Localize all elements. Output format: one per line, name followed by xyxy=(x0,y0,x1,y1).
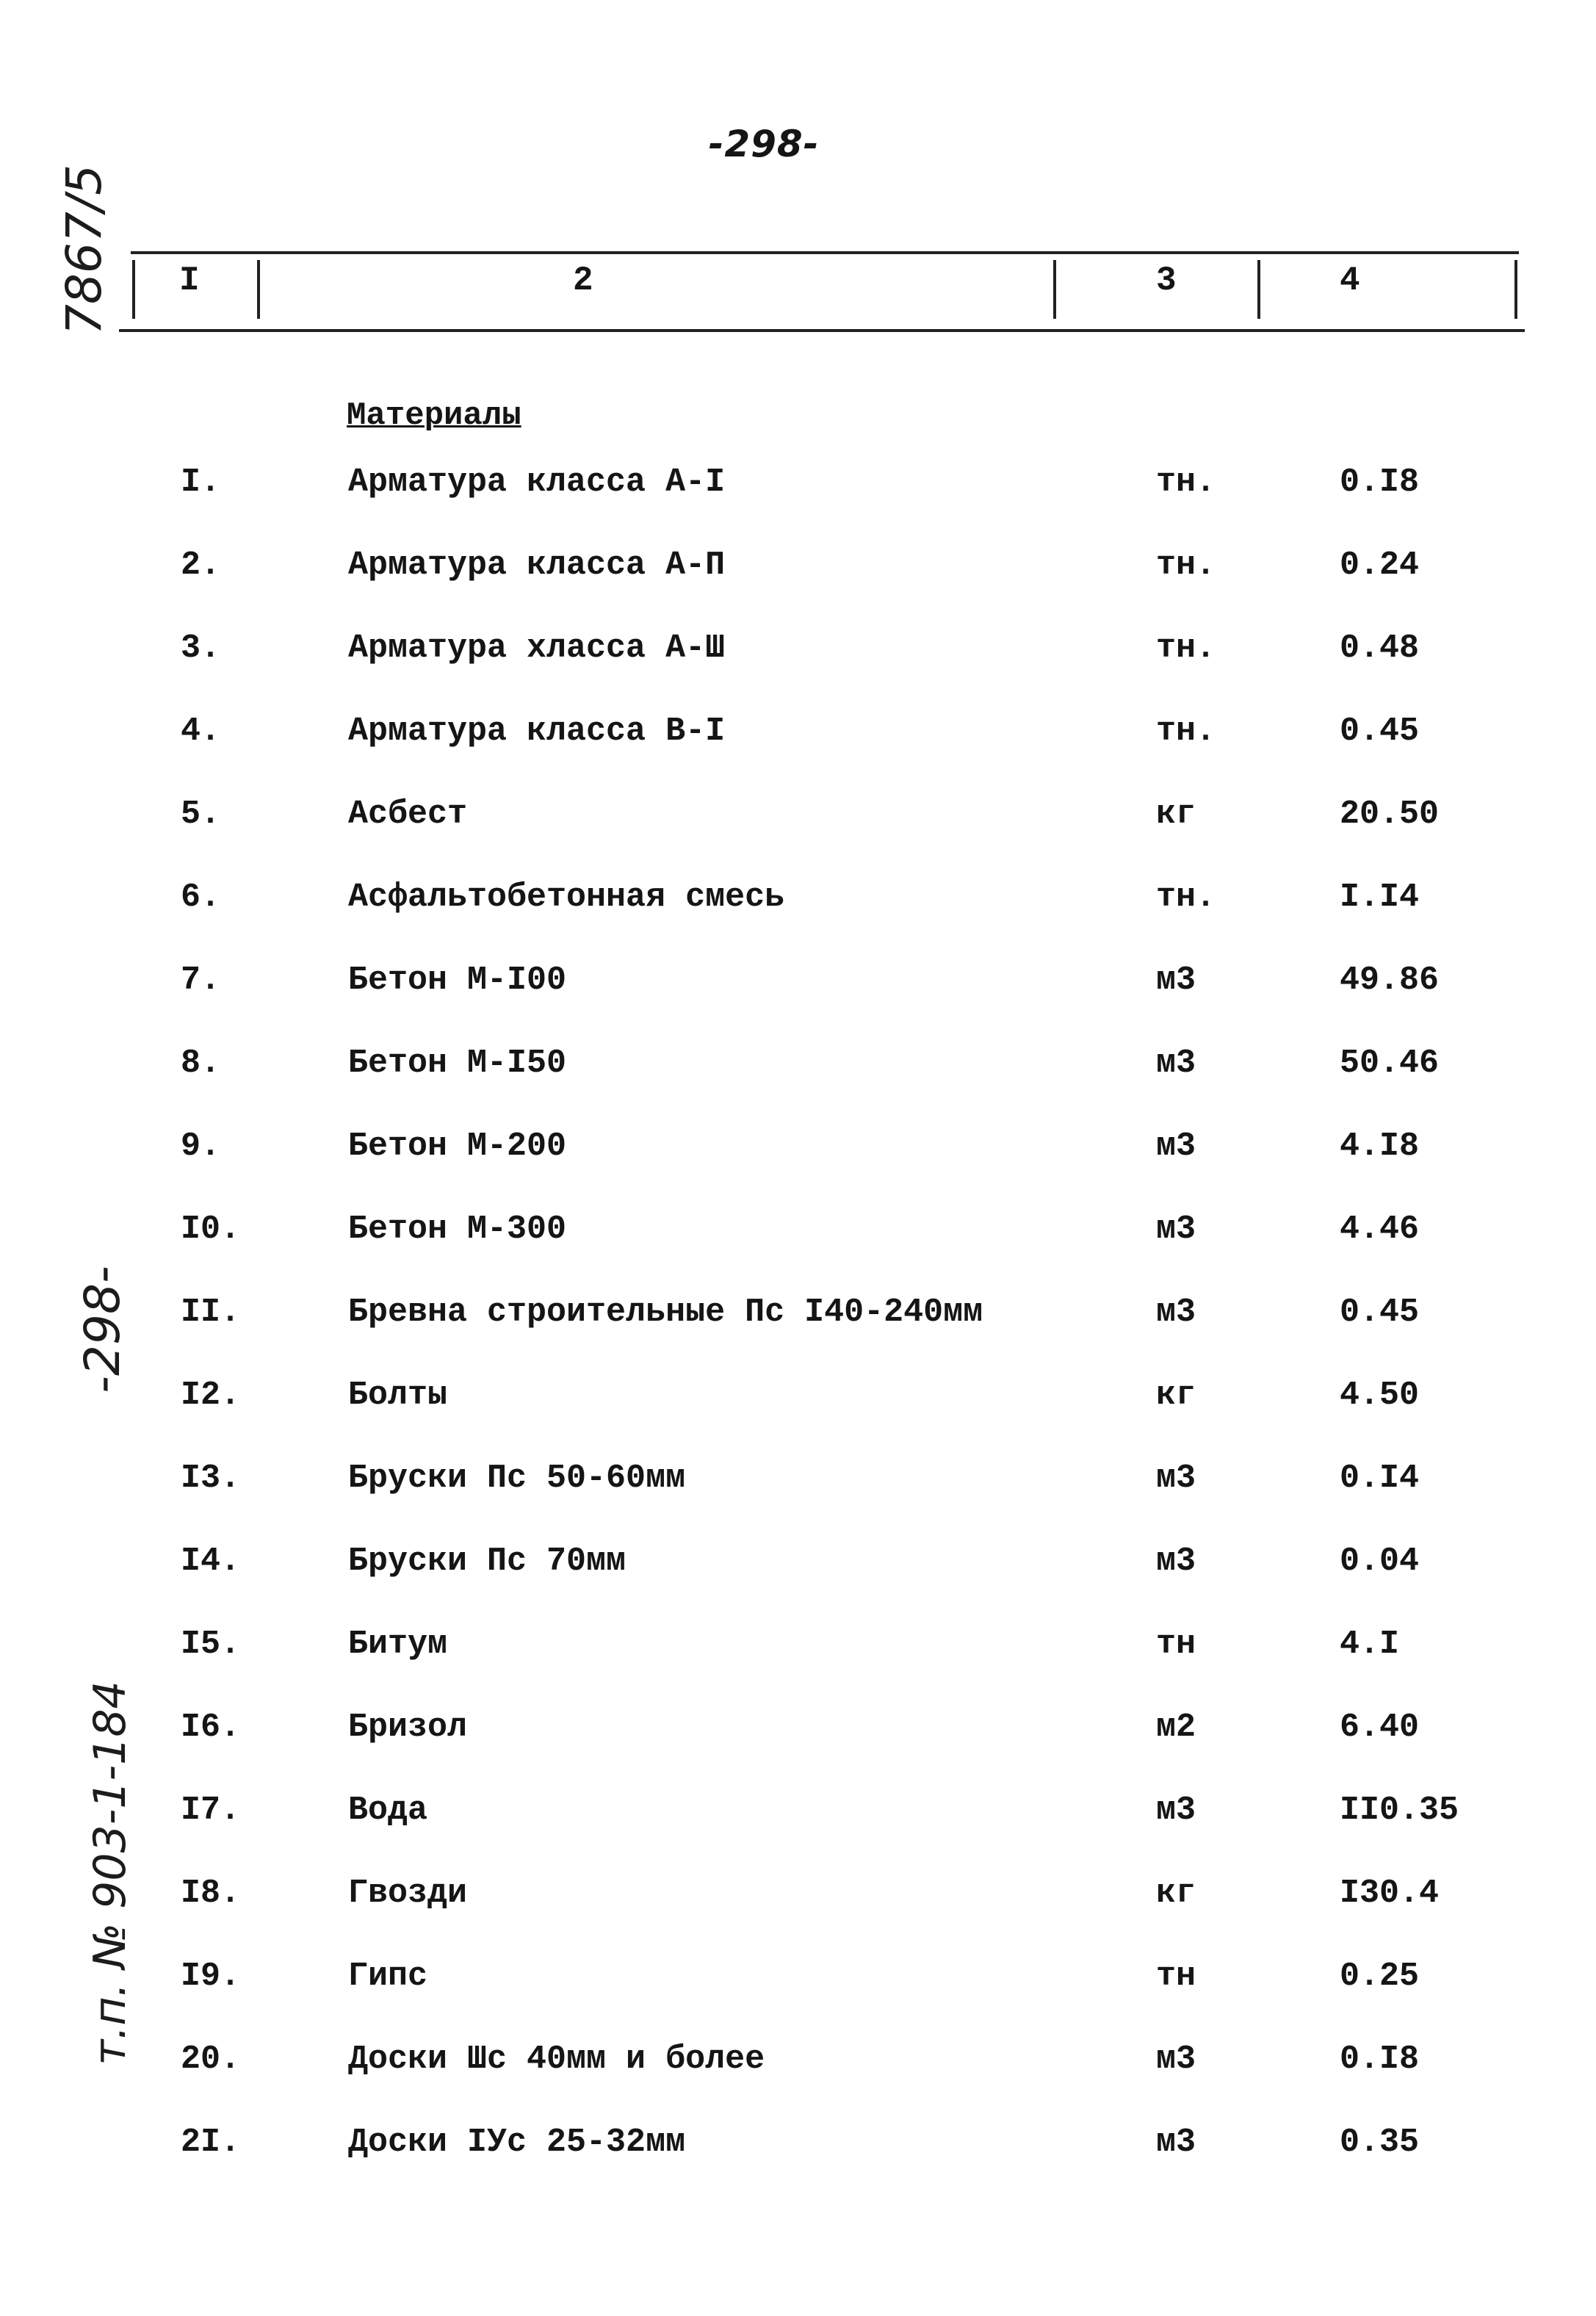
header-col-1: I xyxy=(179,261,200,300)
material-num: II. xyxy=(181,1294,241,1331)
project-reference-note: т.п. № 903-1-184 xyxy=(84,1681,136,2066)
material-row xyxy=(0,1271,1596,1354)
material-row xyxy=(0,1769,1596,1852)
material-value: 0.45 xyxy=(1340,1294,1420,1331)
material-row xyxy=(0,939,1596,1022)
material-name: Доски IУс 25-32мм xyxy=(348,2124,686,2161)
material-num: I0. xyxy=(181,1211,241,1248)
header-divider xyxy=(1257,260,1260,319)
material-value: I30.4 xyxy=(1340,1875,1440,1912)
material-value: 20.50 xyxy=(1340,796,1440,833)
material-unit: м2 xyxy=(1156,1709,1196,1746)
material-unit: м3 xyxy=(1156,1045,1196,1082)
material-unit: м3 xyxy=(1156,2124,1196,2161)
material-value: 4.46 xyxy=(1340,1211,1420,1248)
material-value: 50.46 xyxy=(1340,1045,1440,1082)
material-unit: тн. xyxy=(1156,879,1216,916)
material-name: Битум xyxy=(348,1626,448,1663)
margin-page-mark: -298- xyxy=(74,1266,131,1393)
material-unit: кг xyxy=(1156,1875,1196,1912)
material-value: 4.I8 xyxy=(1340,1128,1420,1165)
material-value: 0.I4 xyxy=(1340,1460,1420,1497)
material-num: 2I. xyxy=(181,2124,241,2161)
material-row xyxy=(0,1686,1596,1769)
material-value: 6.40 xyxy=(1340,1709,1420,1746)
material-row xyxy=(0,1022,1596,1105)
material-unit: тн. xyxy=(1156,629,1216,667)
material-num: 2. xyxy=(181,546,221,584)
material-value: 0.I8 xyxy=(1340,463,1420,501)
material-row xyxy=(0,2101,1596,2184)
header-bottom-rule xyxy=(119,329,1525,332)
material-name: Арматура класса В-I xyxy=(348,713,726,750)
material-name: Доски Шс 40мм и более xyxy=(348,2041,765,2078)
material-unit: тн xyxy=(1156,1626,1196,1663)
material-name: Бетон М-300 xyxy=(348,1211,567,1248)
material-row xyxy=(0,1105,1596,1188)
section-title: Материалы xyxy=(347,397,521,434)
material-name: Бетон М-I50 xyxy=(348,1045,567,1082)
material-unit: м3 xyxy=(1156,1460,1196,1497)
material-row xyxy=(0,1354,1596,1437)
material-name: Асфальтобетонная смесь xyxy=(348,879,785,916)
material-value: 0.45 xyxy=(1340,713,1420,750)
header-divider xyxy=(257,260,260,319)
header-col-4: 4 xyxy=(1340,261,1360,300)
material-row xyxy=(0,1188,1596,1271)
material-num: 9. xyxy=(181,1128,221,1165)
material-row xyxy=(0,1603,1596,1686)
material-num: I3. xyxy=(181,1460,241,1497)
material-row xyxy=(0,690,1596,773)
material-unit: тн xyxy=(1156,1958,1196,1995)
material-name: Вода xyxy=(348,1792,428,1829)
material-value: II0.35 xyxy=(1340,1792,1459,1829)
material-num: 4. xyxy=(181,713,221,750)
material-unit: тн. xyxy=(1156,546,1216,584)
material-row xyxy=(0,856,1596,939)
material-name: Арматура хласса А-Ш xyxy=(348,629,726,667)
header-divider xyxy=(1514,260,1517,319)
material-unit: м3 xyxy=(1156,1294,1196,1331)
material-row xyxy=(0,607,1596,690)
material-row xyxy=(0,773,1596,856)
material-value: 0.25 xyxy=(1340,1958,1420,1995)
material-name: Асбест xyxy=(348,796,468,833)
material-name: Арматура класса А-I xyxy=(348,463,726,501)
material-row xyxy=(0,441,1596,524)
material-value: 49.86 xyxy=(1340,962,1440,999)
material-name: Бризол xyxy=(348,1709,468,1746)
material-num: 3. xyxy=(181,629,221,667)
material-num: 7. xyxy=(181,962,221,999)
header-divider xyxy=(1053,260,1056,319)
material-row xyxy=(0,1852,1596,1935)
material-value: 0.24 xyxy=(1340,546,1420,584)
material-num: 6. xyxy=(181,879,221,916)
material-name: Арматура класса А-П xyxy=(348,546,726,584)
material-row xyxy=(0,1935,1596,2018)
material-num: I4. xyxy=(181,1543,241,1580)
material-value: 0.I8 xyxy=(1340,2041,1420,2078)
material-unit: тн. xyxy=(1156,713,1216,750)
material-name: Бруски Пс 70мм xyxy=(348,1543,627,1580)
material-value: 4.I xyxy=(1340,1626,1400,1663)
material-unit: кг xyxy=(1156,796,1196,833)
material-unit: тн. xyxy=(1156,463,1216,501)
material-num: I. xyxy=(181,463,221,501)
material-value: 4.50 xyxy=(1340,1377,1420,1414)
material-unit: м3 xyxy=(1156,1128,1196,1165)
material-name: Бревна строительные Пс I40-240мм xyxy=(348,1294,983,1331)
material-value: 0.48 xyxy=(1340,629,1420,667)
material-unit: м3 xyxy=(1156,1543,1196,1580)
material-num: I8. xyxy=(181,1875,241,1912)
header-divider xyxy=(132,260,135,319)
material-name: Гипс xyxy=(348,1958,428,1995)
material-unit: м3 xyxy=(1156,1211,1196,1248)
material-num: I6. xyxy=(181,1709,241,1746)
header-col-2: 2 xyxy=(573,261,593,300)
material-unit: м3 xyxy=(1156,2041,1196,2078)
material-num: 8. xyxy=(181,1045,221,1082)
material-value: 0.04 xyxy=(1340,1543,1420,1580)
material-name: Бетон М-200 xyxy=(348,1128,567,1165)
material-name: Болты xyxy=(348,1377,448,1414)
material-name: Бетон М-I00 xyxy=(348,962,567,999)
material-num: I7. xyxy=(181,1792,241,1829)
material-name: Гвозди xyxy=(348,1875,468,1912)
material-row xyxy=(0,2018,1596,2101)
materials-list xyxy=(0,441,1596,2184)
material-unit: кг xyxy=(1156,1377,1196,1414)
material-num: I2. xyxy=(181,1377,241,1414)
material-num: I9. xyxy=(181,1958,241,1995)
material-row xyxy=(0,1520,1596,1603)
header-col-3: 3 xyxy=(1156,261,1177,300)
page-number: -298- xyxy=(708,123,820,165)
material-row xyxy=(0,524,1596,607)
material-num: 20. xyxy=(181,2041,241,2078)
material-unit: м3 xyxy=(1156,1792,1196,1829)
material-num: I5. xyxy=(181,1626,241,1663)
material-unit: м3 xyxy=(1156,962,1196,999)
header-top-rule xyxy=(131,251,1519,254)
material-value: I.I4 xyxy=(1340,879,1420,916)
material-value: 0.35 xyxy=(1340,2124,1420,2161)
material-name: Бруски Пс 50-60мм xyxy=(348,1460,686,1497)
archive-number-note: 7867/5 xyxy=(56,164,112,336)
material-num: 5. xyxy=(181,796,221,833)
material-row xyxy=(0,1437,1596,1520)
